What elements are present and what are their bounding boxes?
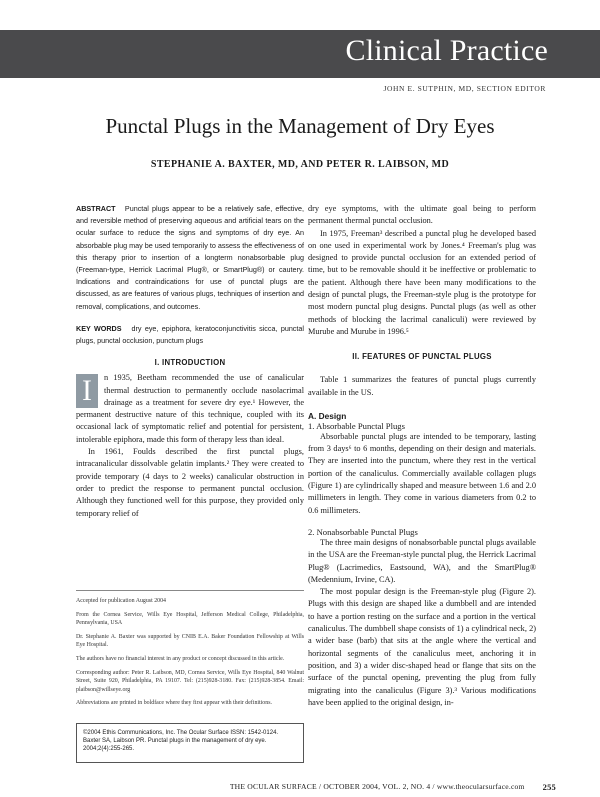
right-paragraph-2: In 1975, Freeman³ described a punctal plug he developed based on one used in experimental work by Jones.⁴ Freeman's plug was designed to provide punctal occlusion for an extended period of time, but to be removable should it be ineffective or problematic to the patient. Although there have been many modifications to the design of punctal plugs, the Freeman-style plug is the prototype for most modern punctal plug designs. Punctal plugs (as well as other methods of blocking the lacrimal canaliculi) were reviewed by Murube and Murube in 1996.⁵	[308, 228, 536, 336]
abstract	[76, 203, 304, 313]
section-title: Clinical Practice	[345, 34, 548, 67]
section-editor: JOHN E. SUTPHIN, MD, SECTION EDITOR	[383, 84, 546, 93]
subsection-absorbable: 1. Absorbable Punctal Plugs	[308, 420, 405, 431]
subsection-nonabsorbable: 2. Nonabsorbable Punctal Plugs	[308, 526, 418, 537]
right-paragraph-1: dry eye symptoms, with the ultimate goal being to perform permanent thermal punctal occlusion.	[308, 204, 536, 226]
footnote-corresponding: Corresponding author: Peter R. Laibson, MD, Cornea Service, Wills Eye Hospital, 840 Walnut Street, Suite 920, Philadelphia, PA 19107. Tel: (215)928-3180. Fax: (215)928-3854. Email: plaibson@willseye.org	[76, 669, 304, 693]
subsection-design: A. Design	[308, 410, 347, 421]
section-banner	[0, 30, 600, 78]
right-column	[308, 203, 536, 709]
article-authors: STEPHANIE A. BAXTER, MD, AND PETER R. LAIBSON, MD	[150, 159, 450, 170]
intro-heading: I. INTRODUCTION	[154, 358, 226, 368]
features-heading: II. FEATURES OF PUNCTAL PLUGS	[352, 352, 492, 362]
right-paragraph-5: The three main designs of nonabsorbable punctal plugs available in the USA are the Freeman-style punctal plug, the Herrick Lacrimal Plug® (Lacrimedics, Eastsound, WA), and the SmartPlug® (Medennium, Irvine, CA).	[308, 537, 536, 584]
right-paragraph-3: Table 1 summarizes the features of punctal plugs currently available in the US.	[308, 375, 536, 397]
keywords-text: dry eye, epiphora, keratoconjunctivitis sicca, punctal plugs, punctal occlusion, punctum plugs	[76, 323, 304, 346]
keywords	[76, 323, 304, 347]
footnotes	[76, 590, 304, 713]
left-column	[76, 203, 304, 520]
footnote-affiliation: From the Cornea Service, Wills Eye Hospital, Jefferson Medical College, Philadelphia, Pennsylvania, USA	[76, 611, 304, 627]
right-paragraph-6: The most popular design is the Freeman-style plug (Figure 2). Plugs with this design are shaped like a dumbbell and are intended to have a portion resting on the surface and a portion in the vertical canaliculus. The dumbbell shape consists of 1) a cylindrical neck, 2) a wider base (barb) that sits at the angle where the vertical and horizontal segments of the canaliculus meet, anchoring it in position, and 3) a wider disc-shaped head or flange that sits on the surface of the punctal opening, preventing the plug from fully migrating into the canaliculus (Figure 3).³ Various modifications have been applied to the original design, in-	[308, 587, 536, 707]
abstract-label: ABSTRACT	[76, 204, 116, 213]
footnote-accepted: Accepted for publication August 2004	[76, 598, 166, 604]
drop-cap: I	[76, 374, 98, 408]
right-paragraph-4: Absorbable punctal plugs are intended to be temporary, lasting from 3 days⁶ to 6 months, depending on their design and materials. They are inserted into the punctum, where they rest in the vertical portion of the canaliculus. Commercially available collagen plugs (Figure 1) are cylindrically shaped and measure between 1.6 and 2.0 millimeters in length. They come in various diameters from 0.2 to 0.6 millimeters.	[308, 431, 536, 515]
abstract-text: Punctal plugs appear to be a relatively safe, effective, and reversible method of preserving aqueous and artificial tears on the ocular surface to reduce the signs and symptoms of dry eye. An absorbable plug may be used temporarily to assess the effectiveness of this therapy prior to insertion of a longterm nonabsorbable plug (Freeman-type, Herrick Lacrimal Plug®, or SmartPlug®) or cautery. Indications and contraindications for use of punctal plugs are discussed, as are features of various plugs, techniques of insertion and removal, complications, and outcomes.	[76, 204, 304, 311]
footnote-interest: The authors have no financial interest in any product or concept discussed in this article.	[76, 655, 285, 662]
article-title: Punctal Plugs in the Management of Dry Eyes	[105, 114, 495, 138]
keywords-label: KEY WORDS	[76, 323, 122, 333]
intro-paragraph-2: In 1961, Foulds described the first punctal plugs, intracanalicular dissolvable gelatin implants.² They were created to provide temporary (4 days to 2 weeks) canalicular obstruction in order to predict the response to permanent punctal occlusion. Although they functioned well for this purpose, they provided only temporary relief of	[76, 447, 304, 518]
footer-journal: THE OCULAR SURFACE / OCTOBER 2004, VOL. 2, NO. 4 / www.theocularsurface.com	[229, 782, 525, 791]
intro-paragraph-1: n 1935, Beetham recommended the use of canalicular thermal destruction to permanently occlude nasolacrimal drainage as a treatment for severe dry eye.¹ However, the permanent destructive nature of this technique, coupled with its occasional lack of symptomatic relief and potential for persistent, intolerable epiphora, made this form of therapy less than ideal.	[76, 373, 304, 444]
copyright-box: ©2004 Ethis Communications, Inc. The Ocular Surface ISSN: 1542-0124. Baxter SA, Laibson PR. Punctal plugs in the management of dry eye. 2004;2(4):255-265.	[76, 723, 304, 763]
footnote-abbreviations: Abbreviations are printed in boldface where they first appear with their definitions.	[76, 700, 272, 707]
page-number: 255	[542, 782, 556, 792]
footnote-support: Dr. Stephanie A. Baxter was supported by CNIB E.A. Baker Foundation Fellowship at Wills Eye Hospital.	[76, 633, 304, 649]
